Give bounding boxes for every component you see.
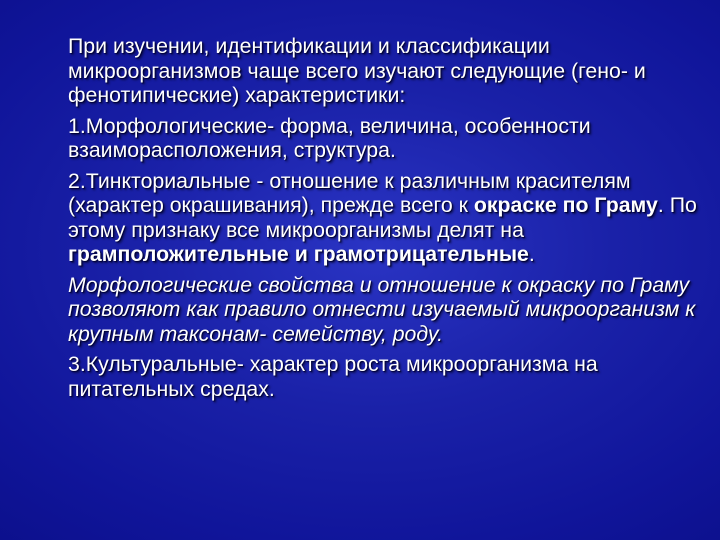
intro-paragraph: При изучении, идентификации и классификации микроорганизмов чаще всего изучают следующие (гено- и фенотипические) характеристики:: [68, 34, 646, 107]
point-2-tinctorial: [68, 169, 698, 267]
point-2-text-b: . По этому признаку все микроорганизмы делят на: [68, 193, 697, 242]
point-1-morphological: 1.Морфологические- форма, величина, особенности взаиморасположения, структура.: [68, 113, 591, 162]
point-2-bold-gram-groups: грамположительные и грамотрицательные: [68, 242, 529, 266]
point-3-cultural: 3.Культуральные- характер роста микроорганизма на питательных средах.: [68, 352, 598, 401]
italic-note: Морфологические свойства и отношение к окраску по Граму позволяют как правило отнести изучаемый микроорганизм к крупным таксонам- семейству, роду.: [68, 272, 696, 346]
point-2-text-a: 2.Тинкториальные - отношение к различным красителям (характер окрашивания), прежде всего к: [68, 168, 631, 217]
slide-body: [68, 34, 698, 408]
point-2-text-c: .: [528, 242, 535, 266]
point-2-bold-gram-stain: окраске по Граму: [473, 193, 658, 217]
